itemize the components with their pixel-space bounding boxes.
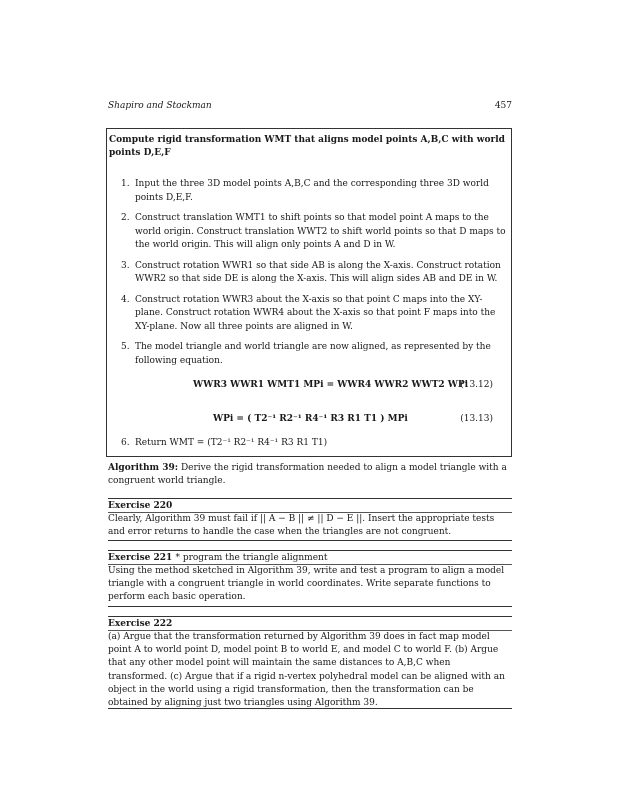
equation-number: (13.12) <box>460 380 493 390</box>
step-number: 5. <box>121 342 130 352</box>
caption-label: Algorithm 39: <box>108 463 179 473</box>
step-number: 3. <box>121 260 130 271</box>
equation-number: (13.13) <box>460 414 493 424</box>
rule-top <box>108 616 512 617</box>
exercise-number: Exercise 220 <box>108 501 173 511</box>
exercise-220 <box>108 498 512 540</box>
exercise-number: Exercise 222 <box>108 619 173 629</box>
rule-bottom <box>108 708 512 709</box>
step-text: Construct rotation WWR3 about the X-axis so that point C maps into the XY-plane. Construct rotation WWR4 about the X-axis so that point F maps into the XY-plane. Now all three points are aligned in W. <box>135 294 496 332</box>
algorithm-step <box>121 294 509 335</box>
step-number: 6. <box>121 438 130 448</box>
step-number: 1. <box>121 179 130 189</box>
algorithm-step <box>121 212 509 253</box>
exercise-222 <box>108 616 512 708</box>
rule-bottom <box>108 606 512 607</box>
step-number: 4. <box>121 294 130 305</box>
exercise-body: Clearly, Algorithm 39 must fail if || A − B || ≠ || D − E ||. Insert the appropriate tests and error returns to handle the case when the triangles are not congruent. <box>108 514 495 538</box>
exercise-number: Exercise 221 <box>108 553 173 563</box>
exercise-body: (a) Argue that the transformation returned by Algorithm 39 does in fact map model point A to world point D, model point B to world E, and model C to world F. (b) Argue that any other model point will maintain the same distances to A,B,C when transformed. (c) Argue that if a rigid n-vertex polyhedral model can be aligned with an object in the world using a rigid transformation, then the transformation can be obtained by aligning just two triangles using Algorithm 39. <box>108 632 505 709</box>
rule-top <box>108 550 512 551</box>
step-number: 2. <box>121 213 130 223</box>
algorithm-step <box>121 178 509 205</box>
equation-body: WPi = ( T2⁻¹ R2⁻¹ R4⁻¹ R3 R1 T1 ) MPi <box>213 414 408 424</box>
algorithm-step-final <box>121 437 509 451</box>
algorithm-step <box>121 260 509 287</box>
algorithm-steps <box>121 178 509 375</box>
caption-text: Derive the rigid transformation needed to align a model triangle with a congruent world triangle. <box>108 463 507 486</box>
running-head <box>108 100 512 114</box>
step-text: Construct translation WMT1 to shift points so that model point A maps to the world origin. Construct translation WWT2 to shift world points so that D maps to the world origin. This will align only points A and D in W. <box>135 213 506 250</box>
equation-13-13 <box>107 413 495 429</box>
equation-13-12 <box>107 379 495 395</box>
step-text: The model triangle and world triangle are now aligned, as represented by the following equation. <box>135 342 491 366</box>
equation-body: WWR3 WWR1 WMT1 MPi = WWR4 WWR2 WWT2 WPi <box>193 380 469 390</box>
page-number: 457 <box>494 101 512 111</box>
exercise-body: Using the method sketched in Algorithm 39, write and test a program to align a model triangle with a congruent triangle in world coordinates. Write separate functions to perform each basic operation. <box>108 566 505 603</box>
algorithm-title: Compute rigid transformation WMT that aligns model points A,B,C with world points D,E,F <box>109 135 505 158</box>
exercise-subtitle: * program the triangle alignment <box>175 553 328 563</box>
rule-top <box>108 498 512 499</box>
step-text: Construct rotation WWR1 so that side AB is along the X-axis. Construct rotation WWR2 so that side DE is along the X-axis. This will align sides AB and DE in W. <box>135 260 501 284</box>
author-line: Shapiro and Stockman <box>108 101 212 111</box>
step-text: Input the three 3D model points A,B,C and the corresponding three 3D world points D,E,F. <box>135 179 489 203</box>
exercise-221 <box>108 550 512 606</box>
algorithm-step <box>121 341 509 368</box>
algorithm-caption <box>108 462 512 488</box>
step-text: Return WMT = (T2⁻¹ R2⁻¹ R4⁻¹ R3 R1 T1) <box>135 438 328 448</box>
rule-bottom <box>108 540 512 541</box>
algorithm-box <box>106 128 512 457</box>
